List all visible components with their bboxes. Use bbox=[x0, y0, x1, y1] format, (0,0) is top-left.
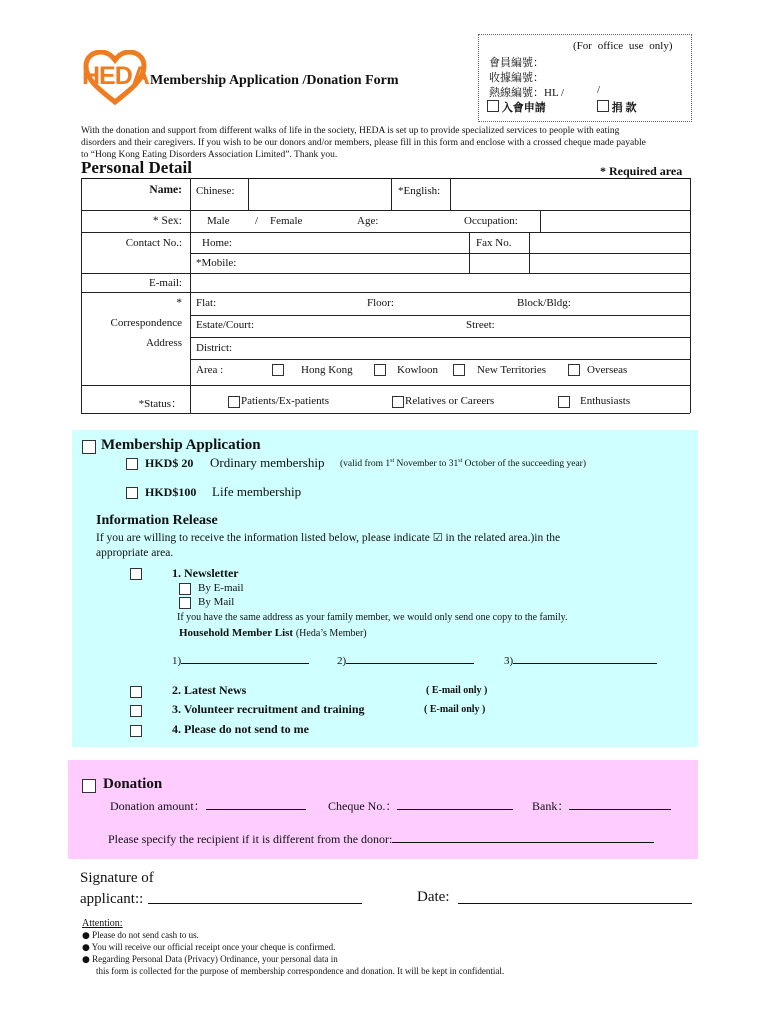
email-label: E-mail: bbox=[149, 277, 182, 289]
area-kowloon-checkbox[interactable] bbox=[374, 364, 386, 376]
donation-title: Donation bbox=[103, 776, 163, 792]
home-phone-label: Home: bbox=[202, 237, 232, 249]
intro-text: With the donation and support from different walks of life in the society, HEDA is set up to provide specialized services to people with eating disorders and their caregivers. If you wish to be our donors and/or members, please fill in this form and enclose with a crossed cheque made payable to “Hong Kong Eating Disorders Association Limited”. Thank you. bbox=[81, 126, 646, 160]
volunteer-label: 3. Volunteer recruitment and training bbox=[172, 702, 365, 716]
chinese-name-label: Chinese: bbox=[196, 185, 235, 197]
bullet-icon: ● bbox=[82, 943, 90, 953]
family-note: If you have the same address as your family member, we would only send one copy to the family. bbox=[177, 612, 568, 623]
fee-20-checkbox[interactable] bbox=[126, 458, 138, 470]
status-enthusiasts-checkbox[interactable] bbox=[558, 396, 570, 408]
street-label: Street: bbox=[466, 319, 495, 331]
membership-section bbox=[72, 430, 698, 747]
fee-100-label: HKD$100 bbox=[145, 485, 197, 499]
personal-detail-title: Personal Detail bbox=[81, 158, 192, 177]
signature-field[interactable] bbox=[148, 887, 362, 904]
flat-label: Flat: bbox=[196, 297, 217, 309]
district-label: District: bbox=[196, 342, 233, 354]
volunteer-email-only: ( E-mail only ) bbox=[424, 704, 486, 715]
fax-field[interactable] bbox=[531, 234, 688, 271]
area-label: Area : bbox=[196, 364, 224, 376]
newsletter-checkbox[interactable] bbox=[130, 568, 142, 580]
floor-label: Floor: bbox=[367, 297, 394, 309]
fax-label: Fax No. bbox=[476, 237, 512, 249]
checkbox-icon[interactable] bbox=[597, 100, 609, 112]
checked-box-icon: ☑ bbox=[432, 531, 443, 544]
newsletter-label: 1. Newsletter bbox=[172, 566, 239, 580]
sex-slash: / bbox=[255, 215, 259, 227]
volunteer-checkbox[interactable] bbox=[130, 705, 142, 717]
household-member-1[interactable]: 1) bbox=[172, 655, 309, 667]
area-overseas-checkbox[interactable] bbox=[568, 364, 580, 376]
status-relatives-checkbox[interactable] bbox=[392, 396, 404, 408]
hotline-slash: / bbox=[597, 84, 601, 96]
cheque-no-field[interactable]: Cheque No.： bbox=[328, 797, 513, 814]
donation-amount-field[interactable]: Donation amount： bbox=[110, 797, 306, 814]
sex-label: * Sex: bbox=[152, 215, 182, 227]
attention-item-continued: this form is collected for the purpose of membership correspondence and donation. It will be kept in confidential. bbox=[96, 966, 505, 976]
mobile-field[interactable] bbox=[245, 255, 467, 272]
do-not-send-label: 4. Please do not send to me bbox=[172, 722, 309, 736]
bank-field[interactable]: Bank： bbox=[532, 797, 671, 814]
age-label: Age: bbox=[357, 215, 379, 227]
fee-100-checkbox[interactable] bbox=[126, 487, 138, 499]
latest-news-label: 2. Latest News bbox=[172, 683, 247, 697]
estate-label: Estate/Court: bbox=[196, 319, 255, 331]
email-field[interactable] bbox=[192, 275, 688, 291]
english-name-label: *English: bbox=[398, 185, 441, 197]
home-phone-field[interactable] bbox=[240, 234, 466, 252]
do-not-send-checkbox[interactable] bbox=[130, 725, 142, 737]
info-release-title: Information Release bbox=[96, 513, 218, 528]
latest-news-email-only: ( E-mail only ) bbox=[426, 685, 488, 696]
form-title: Membership Application /Donation Form bbox=[150, 73, 399, 88]
sex-female-option[interactable]: Female bbox=[270, 215, 303, 227]
donation-checkbox[interactable] bbox=[82, 779, 96, 793]
english-name-field[interactable] bbox=[452, 180, 688, 208]
household-member-3[interactable]: 3) bbox=[504, 655, 657, 667]
membership-title: Membership Application bbox=[101, 437, 261, 453]
logo-text: HEDA bbox=[82, 62, 149, 90]
area-nt-checkbox[interactable] bbox=[453, 364, 465, 376]
latest-news-checkbox[interactable] bbox=[130, 686, 142, 698]
status-relatives-label: Relatives or Careers bbox=[405, 395, 495, 407]
by-email-checkbox[interactable] bbox=[179, 583, 191, 595]
area-hk-checkbox[interactable] bbox=[272, 364, 284, 376]
by-email-label: By E-mail bbox=[198, 582, 244, 594]
address-label: Address bbox=[145, 337, 182, 349]
by-mail-label: By Mail bbox=[198, 596, 235, 608]
receipt-no-label: 收據編號： bbox=[489, 72, 544, 84]
checkbox-icon[interactable] bbox=[487, 100, 499, 112]
recipient-field[interactable]: Please specify the recipient if it is different from the donor: bbox=[108, 832, 654, 847]
address-star: * bbox=[176, 297, 182, 309]
area-kowloon-label: Kowloon bbox=[397, 364, 438, 376]
area-hk-label: Hong Kong bbox=[301, 364, 353, 376]
heda-logo bbox=[82, 50, 148, 106]
attention-item: ● Please do not send cash to us. bbox=[82, 930, 199, 941]
contact-label: Contact No.: bbox=[125, 237, 182, 249]
bullet-icon: ● bbox=[82, 931, 90, 941]
hotline-no-label: 熱線編號：HL / bbox=[489, 87, 565, 99]
office-donation-option[interactable]: 捐 款 bbox=[597, 99, 637, 115]
correspondence-label: Correspondence bbox=[110, 317, 182, 329]
area-overseas-label: Overseas bbox=[587, 364, 628, 376]
block-label: Block/Bldg: bbox=[517, 297, 571, 309]
household-member-2[interactable]: 2) bbox=[337, 655, 474, 667]
membership-checkbox[interactable] bbox=[82, 440, 96, 454]
member-no-label: 會員編號： bbox=[489, 57, 544, 69]
status-enthusiasts-label: Enthusiasts bbox=[580, 395, 631, 407]
occupation-label: Occupation: bbox=[464, 215, 518, 227]
household-list-title: Household Member List (Heda’s Member) bbox=[179, 627, 367, 639]
required-note: * Required area bbox=[600, 164, 683, 178]
attention-title: Attention: bbox=[82, 918, 123, 929]
office-note: (For office use only) bbox=[573, 40, 673, 52]
office-member-option[interactable]: 入會申請 bbox=[487, 99, 546, 115]
attention-item: ● Regarding Personal Data (Privacy) Ordinance, your personal data in bbox=[82, 954, 338, 965]
name-label: Name: bbox=[149, 184, 182, 196]
attention-item: ● You will receive our official receipt once your cheque is confirmed. bbox=[82, 942, 336, 953]
info-release-text: If you are willing to receive the information listed below, please indicate ☑ in the related area.)in the appropriate area. bbox=[96, 531, 561, 559]
status-label: *Status： bbox=[138, 398, 182, 410]
occupation-field[interactable] bbox=[542, 212, 688, 230]
date-field[interactable] bbox=[458, 887, 692, 904]
chinese-name-field[interactable] bbox=[250, 180, 389, 208]
attention-list bbox=[82, 930, 504, 977]
date-label: Date: bbox=[417, 889, 450, 905]
fee-100-desc: Life membership bbox=[212, 484, 302, 499]
mobile-label: *Mobile: bbox=[196, 257, 237, 269]
signature-label: Signature of applicant:: bbox=[80, 870, 154, 907]
status-patients-checkbox[interactable] bbox=[228, 396, 240, 408]
by-mail-checkbox[interactable] bbox=[179, 597, 191, 609]
area-nt-label: New Territories bbox=[477, 364, 546, 376]
bullet-icon: ● bbox=[82, 955, 90, 965]
office-use-box bbox=[478, 34, 692, 122]
sex-male-option[interactable]: Male bbox=[207, 215, 230, 227]
fee-20-validity: (valid from 1st November to 31st October of the succeeding year) bbox=[340, 458, 587, 470]
fee-20-desc: Ordinary membership bbox=[210, 455, 325, 470]
status-patients-label: Patients/Ex-patients bbox=[241, 395, 329, 407]
fee-20-label: HKD$ 20 bbox=[145, 456, 194, 470]
